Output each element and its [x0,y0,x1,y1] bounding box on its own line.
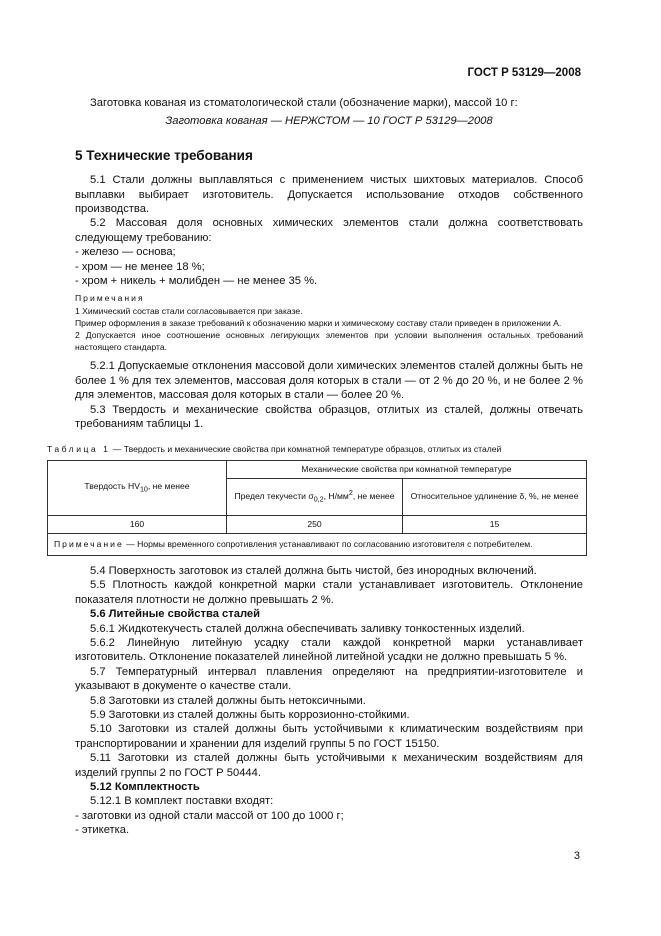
paragraph-5-7: 5.7 Температурный интервал плавления определяют на предприятии-изготовителе и указывают в документе о качестве стали. [75,665,583,693]
paragraph-5-3: 5.3 Твердость и механические свойства образцов, отлитых из сталей, должны отвечать требованиям таблицы 1. [75,403,583,431]
heading-5-12: 5.12 Комплектность [90,781,200,794]
paragraph-5-2: 5.2 Массовая доля основных химических элементов стали должна соответствовать следующему требованию: [75,217,583,244]
paragraph-5-12-1: 5.12.1 В комплект поставки входят: [90,795,274,808]
cell-hardness: 160 [48,515,227,533]
table-caption-label: Таблица 1 [47,443,111,454]
table-note: Примечание — Нормы временного сопротивления устанавливают по согласованию изготовителя с потребителем. [48,533,587,555]
notes-block [75,292,583,353]
page-body [47,96,583,838]
intro-example: Заготовка кованая — НЕРЖСТОМ — 10 ГОСТ Р 53129—2008 [165,115,493,128]
note-1-example: Пример оформления в заказе требований к обозначению марки и химическому составу стали приведен в приложении А. [75,317,562,328]
cell-elongation: 15 [402,515,586,533]
header-elongation: Относительное удлинение δ, %, не менее [402,478,586,515]
page-number: 3 [573,850,580,862]
list-item: - заготовки из одной стали массой от 100 до 1000 г; [75,809,344,822]
note-1: 1 Химический состав стали согласовывается при заказе. [75,305,303,316]
properties-table [47,460,587,556]
paragraph-5-5: 5.5 Плотность каждой конкретной марки стали устанавливает изготовитель. Отклонение показателя плотности не должно превышать 2 %. [75,579,583,606]
heading-5-6: 5.6 Литейные свойства сталей [90,608,261,621]
paragraph-5-1: 5.1 Стали должны выплавляться с применением чистых шихтовых материалов. Способ выплавки выбирает изготовитель. Допускается использование отходов собственного производства. [75,174,583,216]
paragraph-5-10: 5.10 Заготовки из сталей должны быть устойчивыми к климатическим воздействиям при транспортировании и хранении для изделий группы 5 по ГОСТ 15150. [75,723,583,750]
table-caption-text: — Твердость и механические свойства при комнатной температуре образцов, отлитых из сталей [110,443,502,454]
paragraph-5-4: 5.4 Поверхность заготовок из сталей должна быть чистой, без инородных включений. [90,564,537,577]
paragraph-5-8: 5.8 Заготовки из сталей должны быть нетоксичными. [90,694,366,707]
note-2: 2 Допускается иное соотношение основных легирующих элементов при условии выполнения остальных требований настоящего стандарта. [75,330,583,353]
paragraph-5-6-1: 5.6.1 Жидкотекучесть сталей должна обеспечивать заливку тонкостенных изделий. [90,622,525,635]
standard-id: ГОСТ Р 53129—2008 [467,67,581,79]
paragraph-5-6-2: 5.6.2 Линейную литейную усадку стали каждой конкретной марки устанавливает изготовитель. Отклонение показателей линейной литейной усадки не должно превышать 5 %. [75,636,583,664]
section-heading: 5 Технические требования [75,147,253,163]
header-hardness: Твердость $HV_{10}$, не менее [48,460,227,515]
list-item: - хром — не менее 18 %; [75,260,205,273]
table-caption [47,442,587,456]
paragraph-5-9: 5.9 Заготовки из сталей должны быть коррозионно-стойкими. [90,708,410,721]
list-item: - железо — основа; [75,246,176,259]
cell-yield: 250 [227,515,403,533]
intro-line: Заготовка кованая из стоматологической стали (обозначение марки), массой 10 г: [90,97,518,109]
header-mechanical-group: Механические свойства при комнатной температуре [227,460,587,478]
list-item: - этикетка. [75,824,130,837]
paragraph-5-11: 5.11 Заготовки из сталей должны быть устойчивыми к механическим воздействиям для изделий группы 2 по ГОСТ Р 50444. [75,752,583,779]
list-item: - хром + никель + молибден — не менее 35 %. [75,275,318,288]
notes-heading: Примечания [75,293,145,304]
paragraph-5-2-1: 5.2.1 Допускаемые отклонения массовой доли химических элементов сталей должны быть не более 1 % для тех элементов, массовая доля которых в стали — от 2 % до 20 %, и не более 2 % для элементов, массовая доля которых в стали — более 20 %. [75,360,583,402]
header-yield: Предел текучести $\sigma_{0,2}$, $Н/мм^2$, не менее [227,478,403,515]
